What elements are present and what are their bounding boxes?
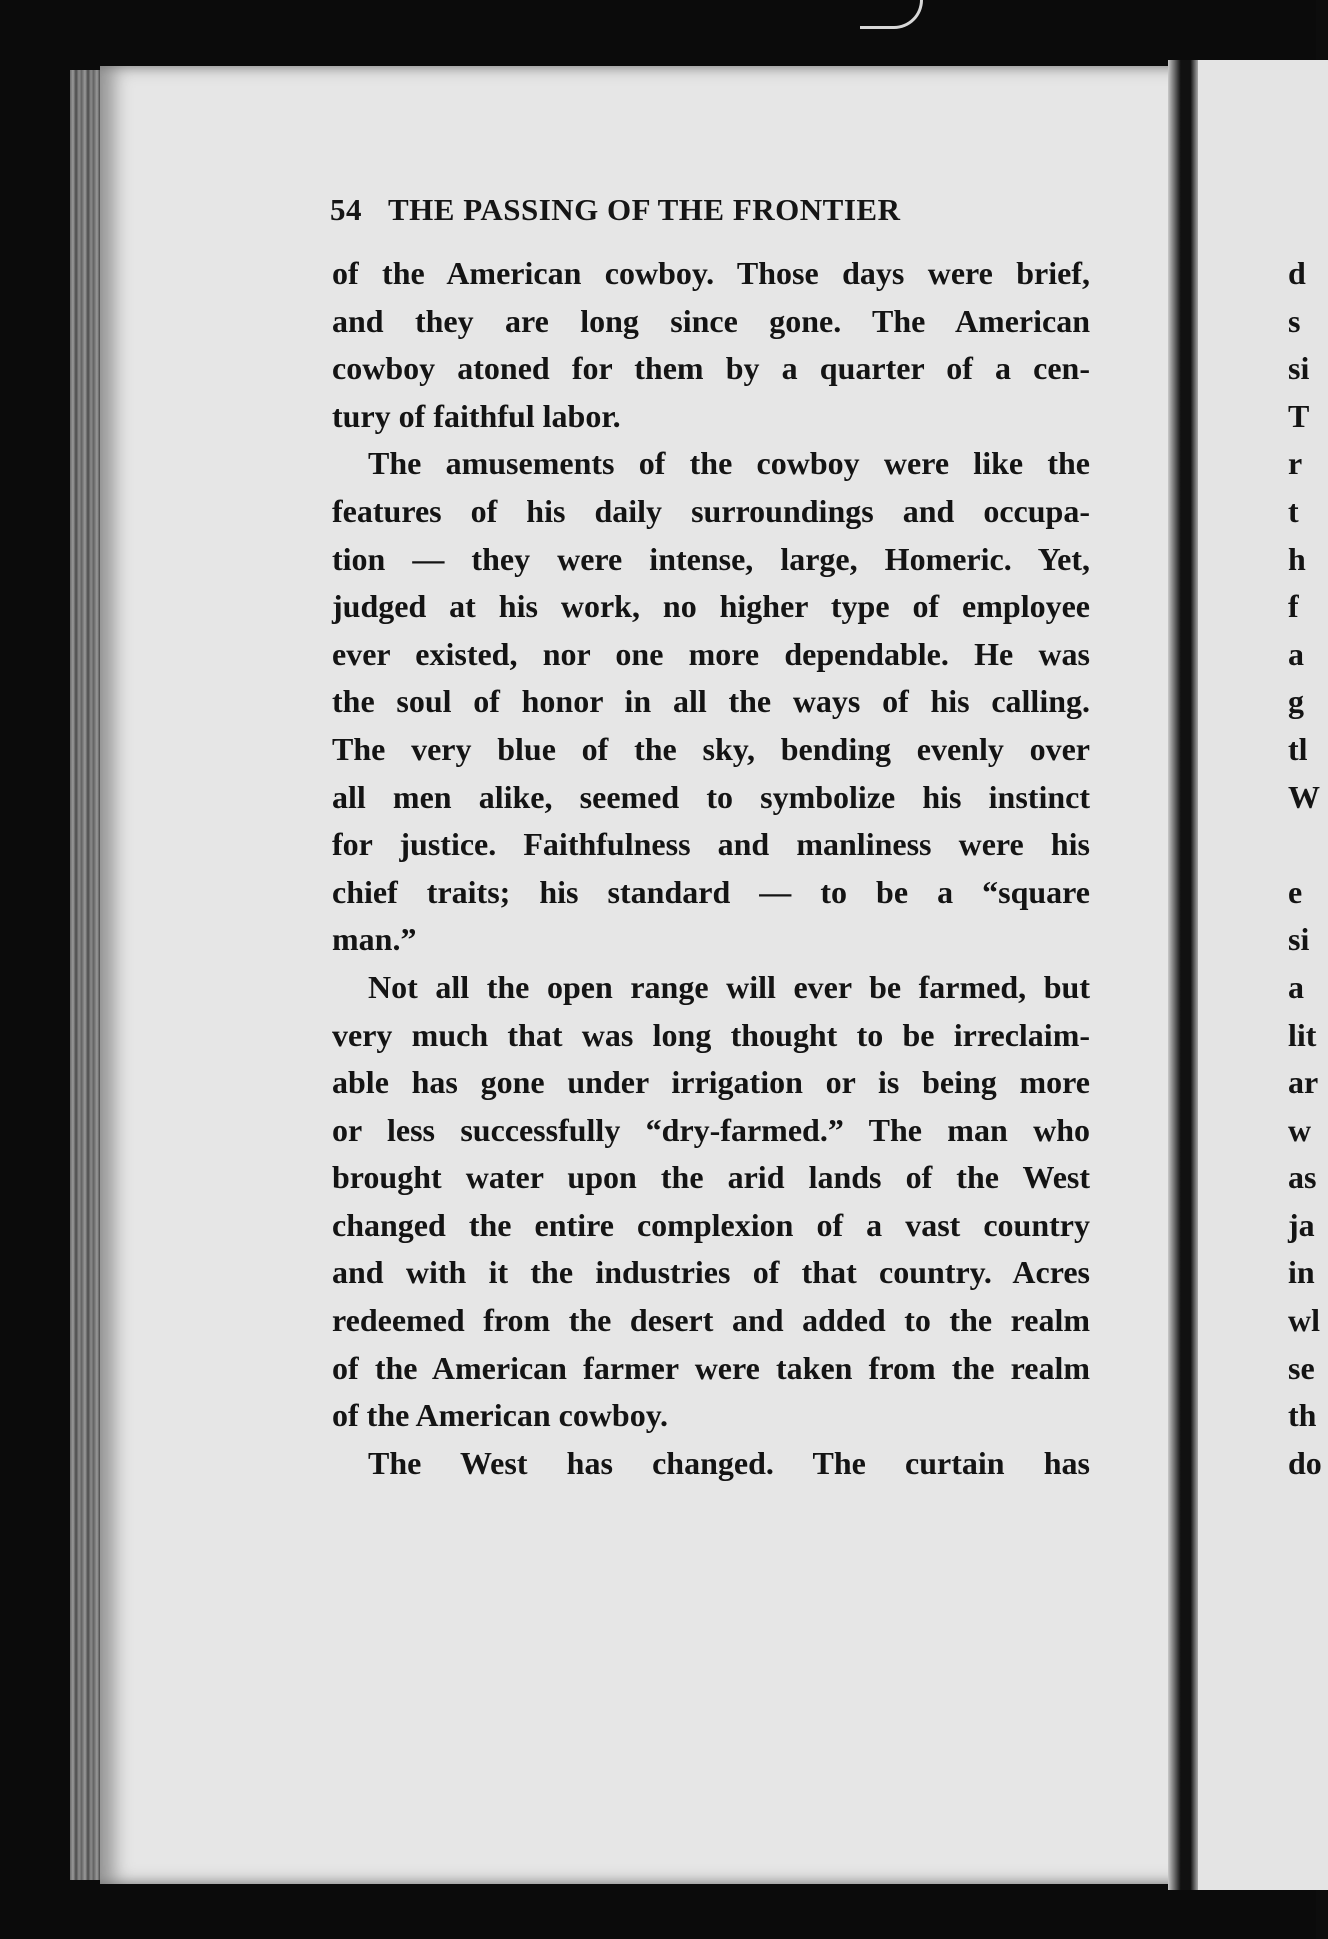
facing-page-fragment: lit — [1288, 1016, 1317, 1053]
text-line: and with it the industries of that country. Acres — [332, 1254, 1090, 1291]
book-gutter — [1168, 60, 1200, 1890]
facing-page-fragment: h — [1288, 540, 1306, 577]
facing-page-fragment: do — [1288, 1444, 1322, 1481]
text-line: cowboy atoned for them by a quarter of a cen- — [332, 350, 1090, 387]
page-number: 54 — [330, 192, 362, 227]
text-line: Not all the open range will ever be farmed, but — [368, 968, 1090, 1005]
facing-page-fragment: a — [1288, 635, 1304, 672]
facing-page-fragment: si — [1288, 921, 1310, 958]
facing-page-fragment: w — [1288, 1111, 1312, 1148]
text-line: of the American cowboy. Those days were brief, — [332, 255, 1090, 291]
text-line: brought water upon the arid lands of the West — [332, 1159, 1090, 1196]
running-header — [330, 192, 1090, 228]
text-line: The very blue of the sky, bending evenly over — [332, 730, 1090, 767]
text-line: for justice. Faithfulness and manliness were his — [332, 826, 1090, 863]
facing-page-fragment: si — [1288, 350, 1310, 387]
facing-page-fragment: t — [1288, 492, 1299, 529]
text-line: chief traits; his standard — to be a “square — [332, 873, 1090, 910]
text-line: redeemed from the desert and added to the realm — [332, 1302, 1090, 1339]
facing-page-fragment: a — [1288, 968, 1304, 1005]
facing-page-fragment: se — [1288, 1349, 1315, 1386]
text-line: man.” — [332, 921, 417, 958]
facing-page-text-fragments — [1288, 250, 1322, 1487]
page-body-text — [332, 250, 1090, 1487]
text-line: or less successfully “dry-farmed.” The man who — [332, 1111, 1090, 1148]
text-line: of the American farmer were taken from the realm — [332, 1349, 1090, 1386]
facing-page-fragment: tl — [1288, 730, 1308, 767]
facing-page-fragment: d — [1288, 255, 1306, 291]
text-line: all men alike, seemed to symbolize his instinct — [332, 778, 1090, 815]
facing-page-fragment: ar — [1288, 1064, 1319, 1101]
text-line: and they are long since gone. The American — [332, 302, 1090, 339]
running-title: THE PASSING OF THE FRONTIER — [388, 192, 901, 227]
text-line: the soul of honor in all the ways of his calling. — [332, 683, 1090, 720]
facing-page-fragment: as — [1288, 1159, 1317, 1196]
facing-page-fragment: e — [1288, 873, 1303, 910]
text-line: of the American cowboy. — [332, 1397, 668, 1434]
facing-page-fragment: th — [1288, 1397, 1317, 1434]
text-line: The West has changed. The curtain has — [368, 1444, 1090, 1481]
facing-page-fragment: in — [1288, 1254, 1315, 1291]
text-line: features of his daily surroundings and occupa- — [332, 492, 1090, 529]
facing-page-fragment — [1288, 821, 1322, 869]
text-line: ever existed, nor one more dependable. He was — [332, 635, 1090, 672]
facing-page-fragment: T — [1288, 397, 1310, 434]
film-scratch — [860, 0, 923, 29]
facing-page-fragment: wl — [1288, 1302, 1320, 1339]
text-line: tury of faithful labor. — [332, 397, 621, 434]
facing-page-fragment: g — [1288, 683, 1304, 720]
text-line: judged at his work, no higher type of employee — [332, 588, 1090, 625]
facing-page-fragment: f — [1288, 588, 1299, 625]
text-line: The amusements of the cowboy were like the — [368, 445, 1090, 482]
facing-page-fragment: W — [1288, 778, 1320, 815]
facing-page-fragment: ja — [1288, 1206, 1315, 1243]
text-line: changed the entire complexion of a vast country — [332, 1206, 1090, 1243]
text-line: very much that was long thought to be irreclaim- — [332, 1016, 1090, 1053]
text-line: able has gone under irrigation or is being more — [332, 1064, 1090, 1101]
facing-page-fragment: r — [1288, 445, 1303, 482]
facing-page-fragment: s — [1288, 302, 1301, 339]
text-line: tion — they were intense, large, Homeric. Yet, — [332, 540, 1090, 577]
